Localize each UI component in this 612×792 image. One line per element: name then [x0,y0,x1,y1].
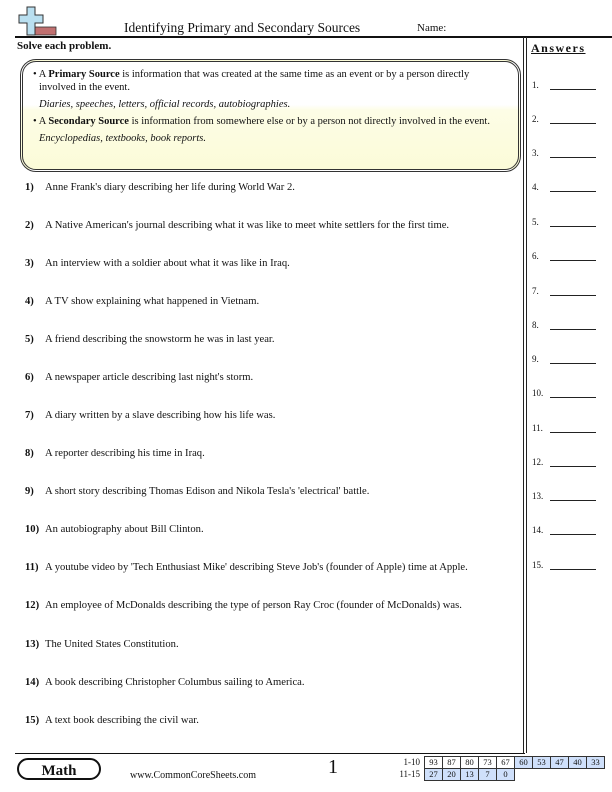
score-cell: 0 [496,768,515,781]
question-number: 4) [25,296,34,307]
answer-label: 7. [532,286,539,296]
page-number: 1 [328,756,338,778]
secondary-term: Secondary Source [48,116,129,127]
question [25,409,520,423]
question [25,676,520,690]
question-text: An autobiography about Bill Clinton. [45,524,204,535]
score-range-label: 11-15 [399,769,420,779]
bullet: • [33,116,37,127]
primary-prefix: A [38,69,49,80]
answer-label: 10. [532,388,544,398]
question [25,714,520,728]
question [25,371,520,385]
primary-examples: Diaries, speeches, letters, official records, autobiographies. [39,99,291,110]
question-text: A youtube video by 'Tech Enthusiast Mike' describing Steve Job's (founder of Apple) time at Apple. [45,562,468,573]
instructions: Solve each problem. [17,40,112,52]
question [25,181,520,195]
score-cell: 47 [550,756,569,769]
question-text: A reporter describing his time in Iraq. [45,448,205,459]
answer-blank[interactable] [550,329,596,330]
score-range-label: 1-10 [403,757,420,767]
question [25,523,520,537]
secondary-definition [31,115,508,128]
score-cell: 20 [442,768,461,781]
question-text: A friend describing the snowstorm he was in last year. [45,334,275,345]
answer-blank[interactable] [550,191,596,192]
answer-blank[interactable] [550,397,596,398]
answer-blank[interactable] [550,534,596,535]
answer-label: 2. [532,114,539,124]
secondary-prefix: A [38,116,49,127]
score-cell: 93 [424,756,443,769]
score-cell: 87 [442,756,461,769]
question [25,295,520,309]
question-number: 15) [25,715,40,726]
question-number: 13) [25,639,40,650]
question [25,333,520,347]
question-text: A book describing Christopher Columbus sailing to America. [45,677,305,688]
question-number: 7) [25,410,34,421]
question-number: 5) [25,334,34,345]
score-cell: 60 [514,756,533,769]
question [25,561,520,575]
answer-label: 3. [532,148,539,158]
answer-blank[interactable] [550,89,596,90]
score-cell: 13 [460,768,479,781]
question-number: 6) [25,372,34,383]
question [25,219,520,233]
question [25,485,520,499]
answers-divider [523,37,527,753]
question-text: A newspaper article describing last night's storm. [45,372,254,383]
answer-blank[interactable] [550,295,596,296]
question-number: 1) [25,182,34,193]
answer-label: 13. [532,491,544,501]
question-number: 8) [25,448,34,459]
question [25,638,520,652]
score-cell: 80 [460,756,479,769]
logo-plus-icon [17,5,57,37]
answer-label: 11. [532,423,543,433]
question-number: 9) [25,486,34,497]
question-text: An interview with a soldier about what it was like in Iraq. [45,258,290,269]
question-number: 12) [25,600,40,611]
answer-blank[interactable] [550,569,596,570]
secondary-examples: Encyclopedias, textbooks, book reports. [39,133,206,144]
score-cell: 53 [532,756,551,769]
score-cell: 7 [478,768,497,781]
question-text: The United States Constitution. [45,639,179,650]
score-cell: 33 [586,756,605,769]
answer-blank[interactable] [550,226,596,227]
answer-label: 9. [532,354,539,364]
question-text: A short story describing Thomas Edison and Nikola Tesla's 'electrical' battle. [45,486,370,497]
question [25,599,520,613]
primary-definition [31,68,508,94]
worksheet-title: Identifying Primary and Secondary Sources [124,20,361,35]
definition-box [20,59,521,172]
answer-blank[interactable] [550,500,596,501]
question-text: Anne Frank's diary describing her life during World War 2. [45,182,295,193]
score-cell: 27 [424,768,443,781]
question-number: 3) [25,258,34,269]
answers-heading: Answers [531,41,586,55]
answer-blank[interactable] [550,363,596,364]
question-text: A diary written by a slave describing how his life was. [45,410,276,421]
score-cell: 67 [496,756,515,769]
question [25,257,520,271]
website-link[interactable]: www.CommonCoreSheets.com [130,770,257,781]
answer-label: 4. [532,182,539,192]
question-text: A text book describing the civil war. [45,715,199,726]
question-number: 11) [25,562,39,573]
answer-label: 8. [532,320,539,330]
score-row [425,768,515,781]
secondary-text: is information from somewhere else or by a person not directly involved in the event. [128,116,490,127]
answer-label: 5. [532,217,539,227]
question-number: 2) [25,220,34,231]
question-text: A Native American's journal describing what it was like to meet white settlers for the first time. [45,220,450,231]
score-cell: 73 [478,756,497,769]
answer-blank[interactable] [550,157,596,158]
question-number: 10) [25,524,40,535]
answer-blank[interactable] [550,260,596,261]
question-number: 14) [25,677,40,688]
question-text: A TV show explaining what happened in Vietnam. [45,296,260,307]
name-label: Name: [417,22,447,34]
subject-badge: Math [17,758,101,780]
question [25,447,520,461]
question-text: An employee of McDonalds describing the type of person Ray Croc (founder of McDonalds) was. [45,600,462,611]
answer-label: 15. [532,560,544,570]
answer-label: 14. [532,525,544,535]
answer-label: 12. [532,457,544,467]
score-cell: 40 [568,756,587,769]
answer-label: 1. [532,80,539,90]
answer-label: 6. [532,251,539,261]
bullet: • [33,69,37,80]
primary-text: is information that was created at the same time as an event or by a person directly involved in the event. [39,69,470,93]
answer-blank[interactable] [550,432,596,433]
footer-rule [15,753,525,754]
primary-term: Primary Source [48,69,120,80]
answer-blank[interactable] [550,123,596,124]
answer-blank[interactable] [550,466,596,467]
